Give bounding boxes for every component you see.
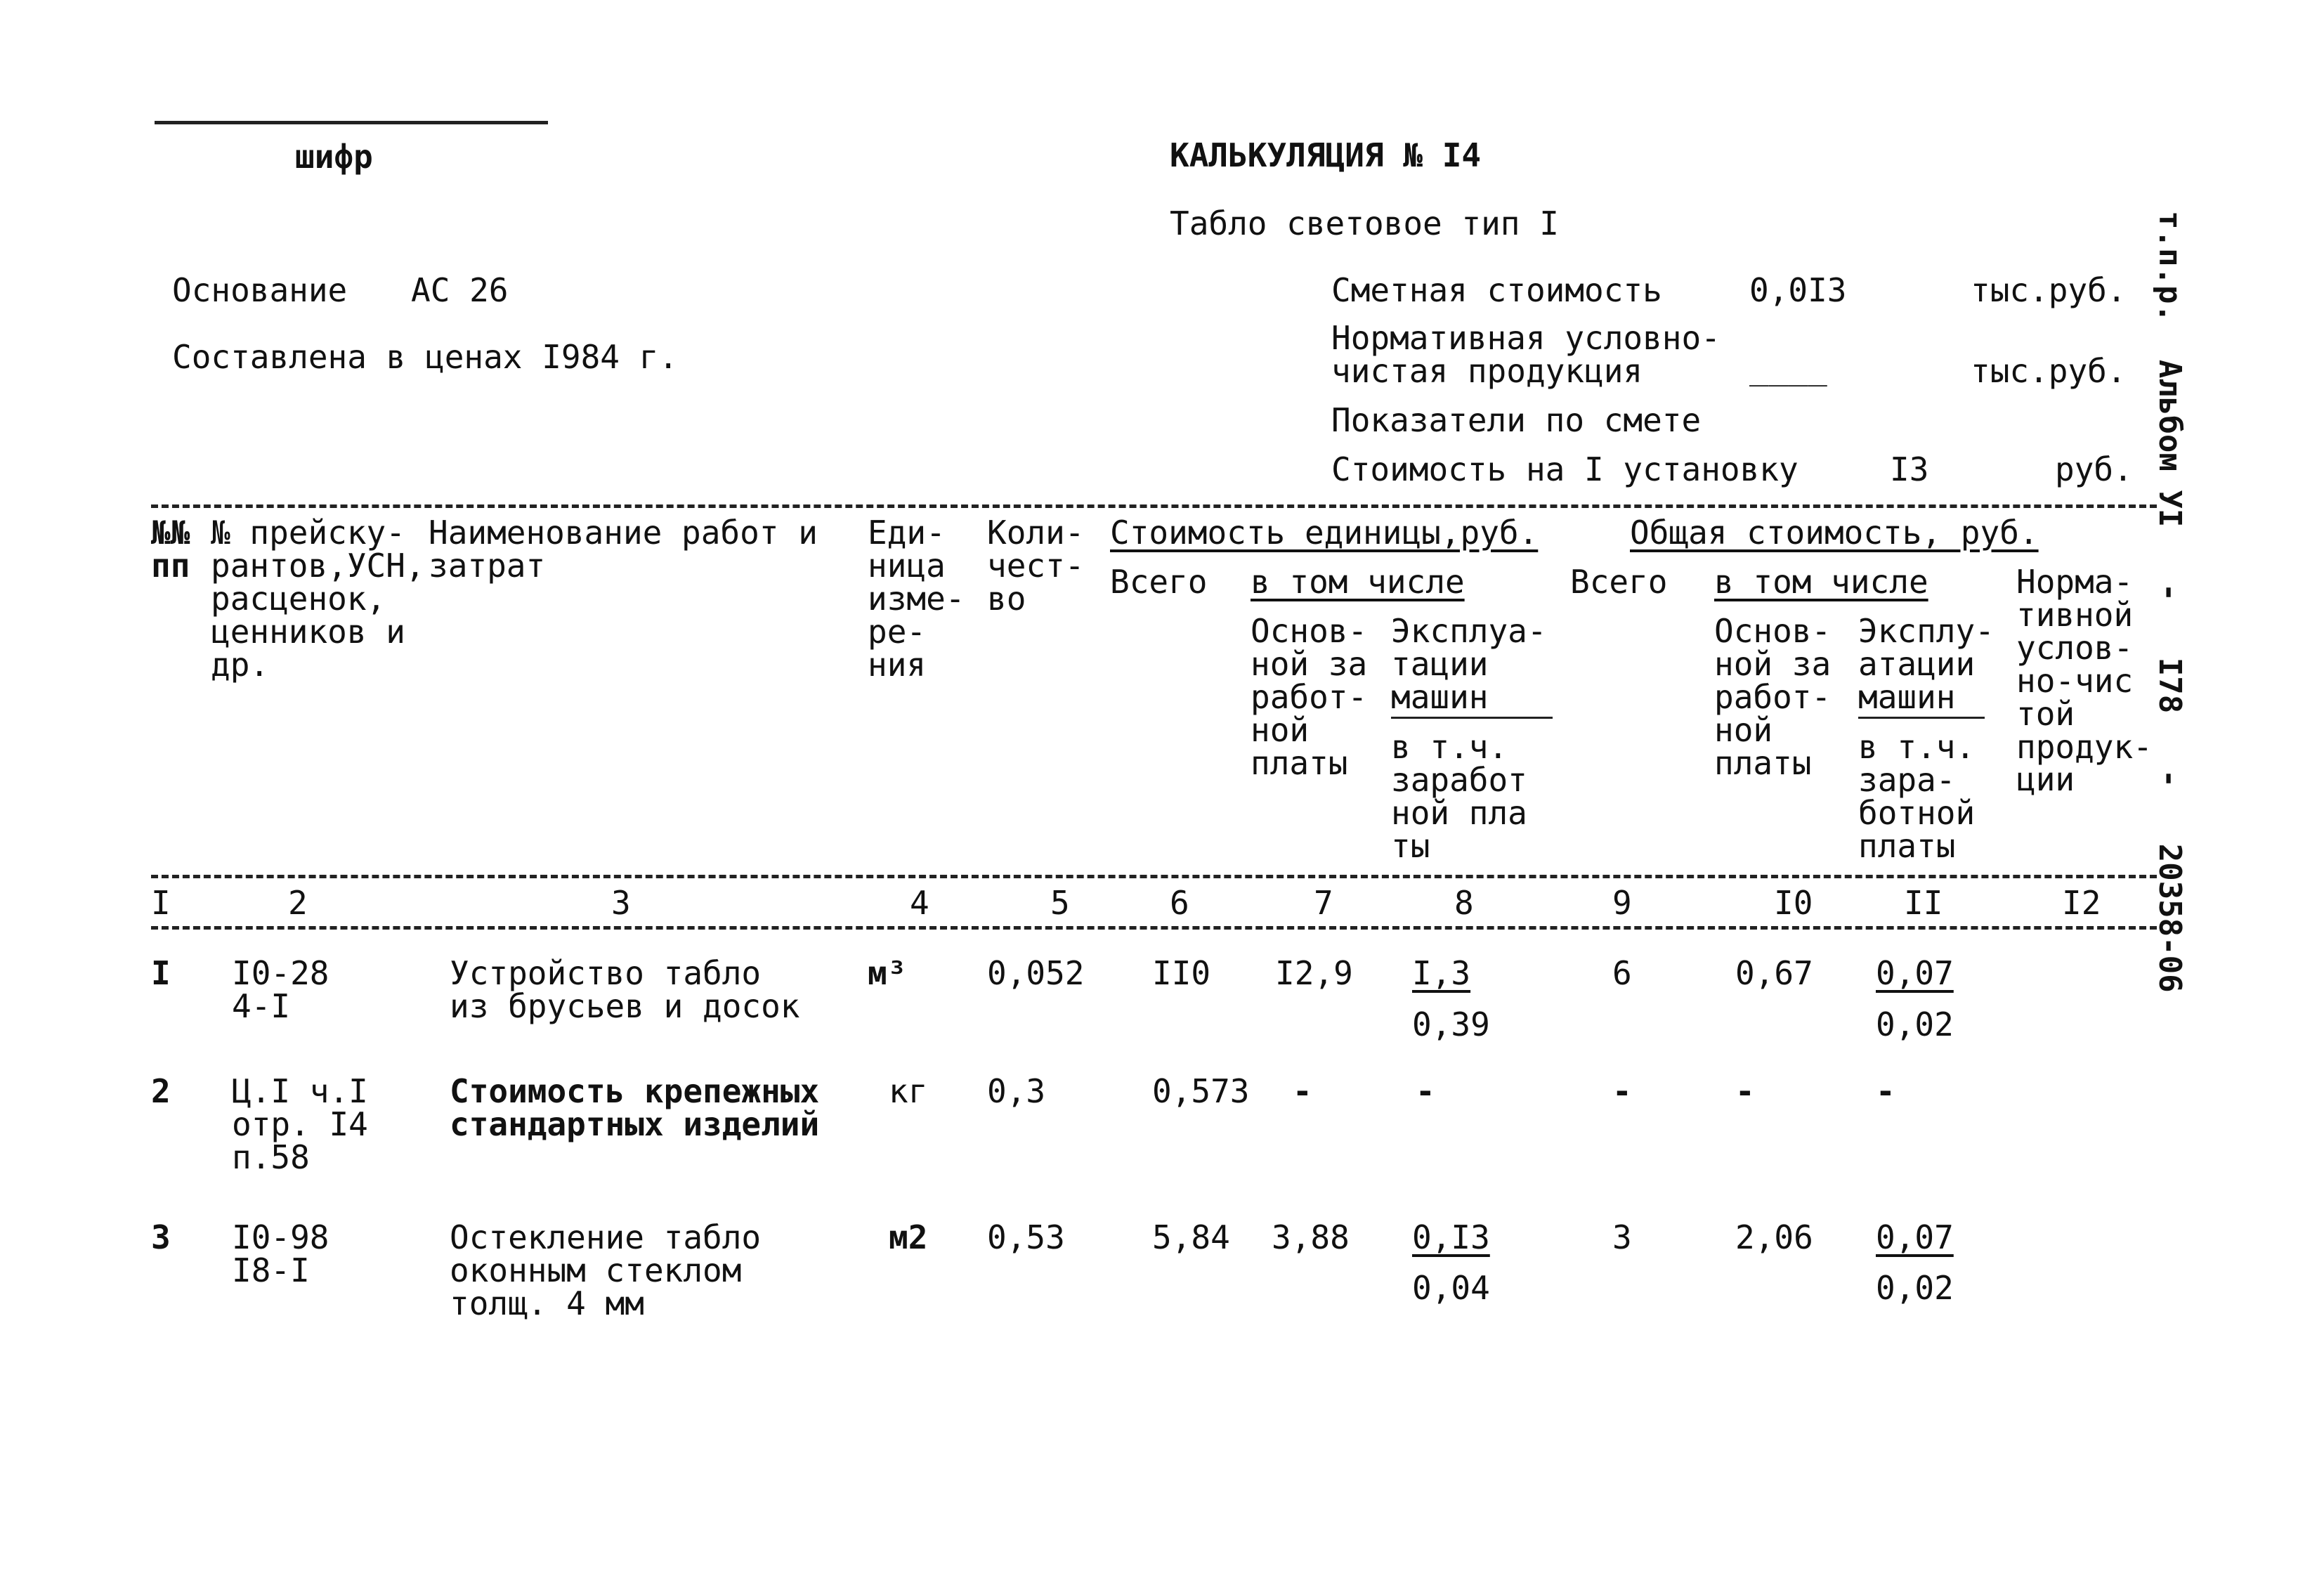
row-qty: 0,53 <box>987 1218 1065 1256</box>
row-unit-mach-wage: 0,04 <box>1412 1269 1490 1307</box>
normative-value: ____ <box>1749 349 1827 386</box>
column-number: 6 <box>1170 884 1189 922</box>
row-name: Устройство табло из брусьев и досок <box>450 954 800 1025</box>
column-number: 7 <box>1314 884 1333 922</box>
col-header-12: Норма- тивной услов- но-чис той продук- ции <box>2016 563 2153 799</box>
row-total-wage: 0,67 <box>1735 954 1813 992</box>
col-8-divider <box>1391 717 1553 719</box>
row-unit: м³ <box>868 954 907 992</box>
row-num: I <box>151 954 171 992</box>
row-total-mach-wage: 0,02 <box>1876 1005 1954 1043</box>
col-header-9: Всего <box>1570 563 1668 601</box>
row-unit-mach: I,3 <box>1412 954 1471 992</box>
row-unit-wage: 3,88 <box>1272 1218 1350 1256</box>
col-header-7: Основ- ной за работ- ной платы <box>1251 612 1368 782</box>
column-number: 5 <box>1050 884 1070 922</box>
row-unit: кг <box>889 1072 928 1110</box>
estimate-cost-value: 0,0I3 <box>1749 271 1847 309</box>
normative-label: Нормативная условно- чистая продукция <box>1331 319 1721 390</box>
row-total-mach: 0,07 <box>1876 1218 1954 1256</box>
row-unit-total: 5,84 <box>1152 1218 1230 1256</box>
row-total-mach: - <box>1876 1072 1895 1110</box>
row-unit-wage: I2,9 <box>1275 954 1353 992</box>
col-header-11-bottom: в т.ч. зара- ботной платы <box>1858 728 1976 865</box>
column-number: 9 <box>1612 884 1632 922</box>
row-total: 3 <box>1612 1218 1632 1256</box>
column-number: 8 <box>1454 884 1474 922</box>
col-header-8-top: Эксплуа- тации машин <box>1391 612 1547 716</box>
row-num: 2 <box>151 1072 171 1110</box>
table-top-rule <box>151 504 2157 508</box>
cipher-rule <box>155 121 548 124</box>
row-name: Стоимость крепежных стандартных изделий <box>450 1072 820 1143</box>
row-total-wage: 2,06 <box>1735 1218 1813 1256</box>
estimate-cost-unit: тыс.руб. <box>1971 271 2127 309</box>
colnum-top-rule <box>151 875 2157 878</box>
row-total-wage: - <box>1735 1072 1755 1110</box>
per-unit-unit: руб. <box>2055 450 2133 488</box>
row-total: - <box>1612 1072 1632 1110</box>
row-name: Остекление табло оконным стеклом толщ. 4 мм <box>450 1218 762 1322</box>
col-header-2: № прейску- рантов,УСН, расценок, ценников и др. <box>211 514 425 684</box>
col-header-4: Еди- ница изме- ре- ния <box>868 514 965 684</box>
row-qty: 0,3 <box>987 1072 1046 1110</box>
cipher-label: шифр <box>295 138 373 176</box>
indicators-label: Показатели по смете <box>1331 401 1702 439</box>
col-header-5: Коли- чест- во <box>987 514 1085 618</box>
unit-cost-header: Стоимость единицы,руб. <box>1110 514 1539 552</box>
row-num: 3 <box>151 1218 171 1256</box>
col-header-11-top: Эксплу- атации машин <box>1858 612 1995 716</box>
row-code: Ц.I ч.I отр. I4 п.58 <box>232 1072 368 1176</box>
col-header-1: №№ пп <box>151 514 190 585</box>
col-header-8-bottom: в т.ч. заработ ной пла ты <box>1391 728 1527 865</box>
basis-value: АС 26 <box>411 271 509 309</box>
row-unit-mach: - <box>1416 1072 1435 1110</box>
col-header-10: Основ- ной за работ- ной платы <box>1714 612 1832 782</box>
row-total-mach-wage: 0,02 <box>1876 1269 1954 1307</box>
column-number: 4 <box>910 884 929 922</box>
col-header-3: Наименование работ и затрат <box>429 514 818 585</box>
incl-header-a: в том числе <box>1251 563 1465 601</box>
row-unit-total: 0,573 <box>1152 1072 1250 1110</box>
row-code: I0-28 4-I <box>232 954 329 1025</box>
normative-unit: тыс.руб. <box>1971 352 2127 390</box>
row-unit-mach: 0,I3 <box>1412 1218 1490 1256</box>
column-number: I0 <box>1774 884 1813 922</box>
column-number: I2 <box>2062 884 2101 922</box>
document-title: КАЛЬКУЛЯЦИЯ № I4 <box>1170 136 1482 174</box>
row-unit-wage: - <box>1293 1072 1312 1110</box>
row-unit-mach-wage: 0,39 <box>1412 1005 1490 1043</box>
row-code: I0-98 I8-I <box>232 1218 329 1289</box>
incl-header-b: в том числе <box>1714 563 1928 601</box>
column-number: 3 <box>611 884 631 922</box>
total-cost-header: Общая стоимость, руб. <box>1630 514 2039 552</box>
estimate-cost-label: Сметная стоимость <box>1331 271 1662 309</box>
row-total-mach: 0,07 <box>1876 954 1954 992</box>
row-qty: 0,052 <box>987 954 1085 992</box>
row-unit: м2 <box>889 1218 928 1256</box>
per-unit-value: I3 <box>1890 450 1929 488</box>
row-total: 6 <box>1612 954 1632 992</box>
column-number: 2 <box>288 884 308 922</box>
prices-note: Составлена в ценах I984 г. <box>172 338 679 376</box>
row-unit-total: II0 <box>1152 954 1211 992</box>
column-number: II <box>1904 884 1943 922</box>
basis-label: Основание <box>172 271 348 309</box>
col-header-6: Всего <box>1110 563 1208 601</box>
side-margin-text: т.п.р. Альбом УI - I78 - 20358-06 <box>2152 211 2188 993</box>
colnum-bottom-rule <box>151 926 2157 930</box>
per-unit-label: Стоимость на I установку <box>1331 450 1799 488</box>
document-subtitle: Табло световое тип I <box>1170 204 1559 242</box>
col-11-divider <box>1858 717 1985 719</box>
column-number: I <box>151 884 171 922</box>
